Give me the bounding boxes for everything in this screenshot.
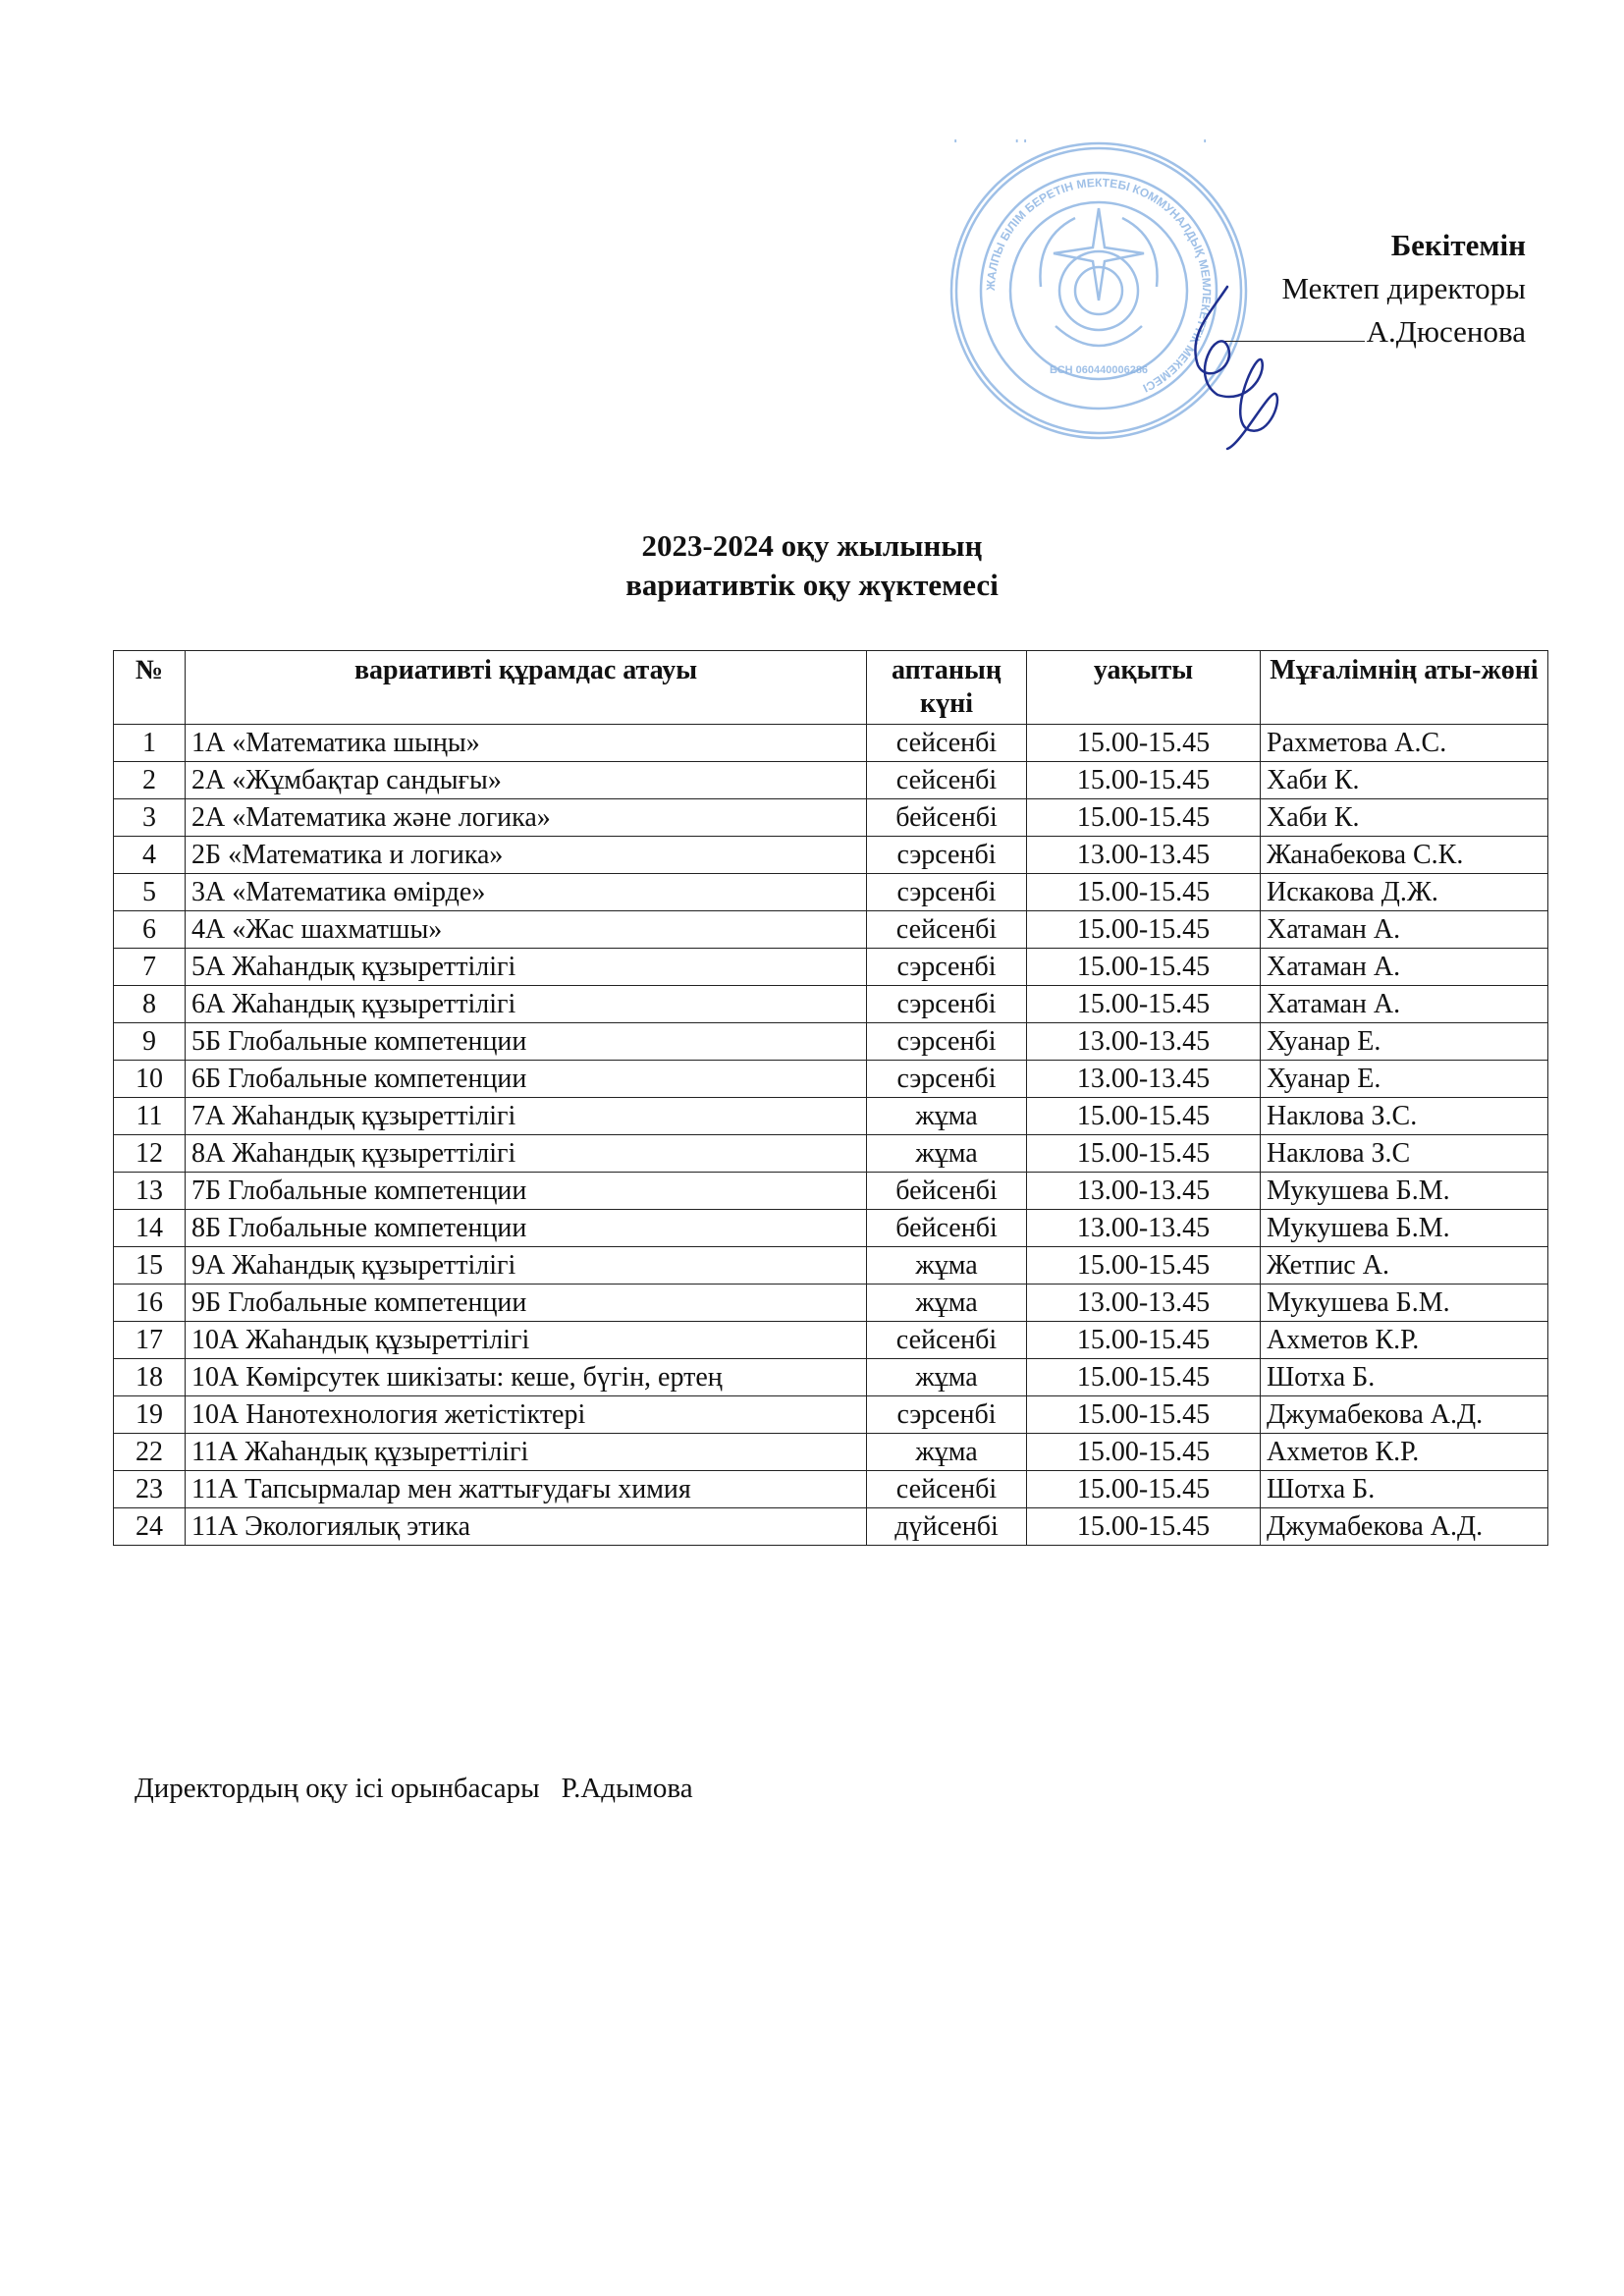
table-row	[114, 725, 1548, 762]
row-num-cell: 16	[114, 1285, 186, 1322]
row-num-cell: 2	[114, 762, 186, 799]
row-day-cell: жұма	[867, 1359, 1027, 1396]
row-name-cell: 10А Нанотехнология жетістіктері	[186, 1396, 867, 1434]
director-signature	[1168, 257, 1316, 454]
row-teacher-cell: Хатаман А.	[1261, 986, 1548, 1023]
row-time-cell: 15.00-15.45	[1027, 1135, 1261, 1173]
row-name-cell: 2А «Жұмбақтар сандығы»	[186, 762, 867, 799]
table-row	[114, 1247, 1548, 1285]
table-row	[114, 1396, 1548, 1434]
row-teacher-cell: Шотха Б.	[1261, 1471, 1548, 1508]
row-time-cell: 15.00-15.45	[1027, 725, 1261, 762]
table-row	[114, 911, 1548, 949]
row-name-cell: 2А «Математика және логика»	[186, 799, 867, 837]
row-teacher-cell: Ахметов К.Р.	[1261, 1434, 1548, 1471]
row-teacher-cell: Хатаман А.	[1261, 949, 1548, 986]
row-num-cell: 13	[114, 1173, 186, 1210]
row-time-cell: 15.00-15.45	[1027, 1471, 1261, 1508]
row-name-cell: 7А Жаһандық құзыреттілігі	[186, 1098, 867, 1135]
row-time-cell: 15.00-15.45	[1027, 1359, 1261, 1396]
row-num-cell: 15	[114, 1247, 186, 1285]
row-day-cell: жұма	[867, 1434, 1027, 1471]
row-day-cell: жұма	[867, 1135, 1027, 1173]
row-num-cell: 23	[114, 1471, 186, 1508]
row-day-cell: сейсенбі	[867, 1322, 1027, 1359]
row-teacher-cell: Мукушева Б.М.	[1261, 1210, 1548, 1247]
row-num-cell: 1	[114, 725, 186, 762]
row-name-cell: 6А Жаһандық құзыреттілігі	[186, 986, 867, 1023]
seal-outer-text	[947, 139, 1250, 143]
row-name-cell: 1А «Математика шыңы»	[186, 725, 867, 762]
row-name-cell: 9Б Глобальные компетенции	[186, 1285, 867, 1322]
row-day-cell: сэрсенбі	[867, 874, 1027, 911]
row-name-cell: 4А «Жас шахматшы»	[186, 911, 867, 949]
row-day-cell: сэрсенбі	[867, 837, 1027, 874]
row-teacher-cell: Мукушева Б.М.	[1261, 1285, 1548, 1322]
header-day: аптаның күні	[867, 651, 1027, 725]
table-row	[114, 1285, 1548, 1322]
row-day-cell: жұма	[867, 1285, 1027, 1322]
row-num-cell: 7	[114, 949, 186, 986]
row-num-cell: 8	[114, 986, 186, 1023]
table-row	[114, 762, 1548, 799]
row-teacher-cell: Наклова З.С	[1261, 1135, 1548, 1173]
header-teacher: Мұғалімнің аты-жөні	[1261, 651, 1548, 725]
row-name-cell: 2Б «Математика и логика»	[186, 837, 867, 874]
approval-position: Мектеп директоры	[1281, 271, 1526, 305]
header-num: №	[114, 651, 186, 725]
row-num-cell: 14	[114, 1210, 186, 1247]
table-row	[114, 1508, 1548, 1546]
title-line-2: вариативтік оқу жүктемесі	[625, 568, 999, 602]
deputy-position: Директордың оқу ісі орынбасары	[135, 1773, 540, 1804]
row-num-cell: 19	[114, 1396, 186, 1434]
row-name-cell: 11А Тапсырмалар мен жаттығудағы химия	[186, 1471, 867, 1508]
row-time-cell: 13.00-13.45	[1027, 1285, 1261, 1322]
table-row	[114, 1210, 1548, 1247]
row-day-cell: бейсенбі	[867, 1173, 1027, 1210]
row-time-cell: 13.00-13.45	[1027, 837, 1261, 874]
header-name: вариативті құрамдас атауы	[186, 651, 867, 725]
row-teacher-cell: Рахметова А.С.	[1261, 725, 1548, 762]
row-day-cell: сэрсенбі	[867, 949, 1027, 986]
row-day-cell: бейсенбі	[867, 1210, 1027, 1247]
row-num-cell: 22	[114, 1434, 186, 1471]
row-day-cell: сэрсенбі	[867, 1061, 1027, 1098]
row-num-cell: 12	[114, 1135, 186, 1173]
table-body	[114, 725, 1548, 1546]
row-name-cell: 9А Жаһандық құзыреттілігі	[186, 1247, 867, 1285]
row-day-cell: сейсенбі	[867, 725, 1027, 762]
table-row	[114, 874, 1548, 911]
row-name-cell: 5А Жаһандық құзыреттілігі	[186, 949, 867, 986]
header-time: уақыты	[1027, 651, 1261, 725]
row-time-cell: 15.00-15.45	[1027, 762, 1261, 799]
table-row	[114, 949, 1548, 986]
row-teacher-cell: Шотха Б.	[1261, 1359, 1548, 1396]
row-num-cell: 17	[114, 1322, 186, 1359]
row-day-cell: сейсенбі	[867, 911, 1027, 949]
seal-inner-textpath: ЖАЛПЫ БІЛІМ БЕРЕТІН МЕКТЕБІ КОММУНАЛДЫҚ МЕМЛЕКЕТТІК МЕКЕМЕСІ	[983, 175, 1215, 396]
row-time-cell: 13.00-13.45	[1027, 1061, 1261, 1098]
row-num-cell: 10	[114, 1061, 186, 1098]
row-time-cell: 15.00-15.45	[1027, 1247, 1261, 1285]
row-day-cell: сейсенбі	[867, 1471, 1027, 1508]
row-num-cell: 11	[114, 1098, 186, 1135]
row-time-cell: 15.00-15.45	[1027, 1508, 1261, 1546]
table-row	[114, 1173, 1548, 1210]
table-row	[114, 837, 1548, 874]
table-row	[114, 799, 1548, 837]
row-name-cell: 11А Экологиялық этика	[186, 1508, 867, 1546]
row-teacher-cell: Искакова Д.Ж.	[1261, 874, 1548, 911]
row-time-cell: 15.00-15.45	[1027, 874, 1261, 911]
row-time-cell: 13.00-13.45	[1027, 1210, 1261, 1247]
footer-signature	[135, 1773, 693, 1805]
row-time-cell: 15.00-15.45	[1027, 799, 1261, 837]
row-day-cell: бейсенбі	[867, 799, 1027, 837]
row-name-cell: 10А Жаһандық құзыреттілігі	[186, 1322, 867, 1359]
row-time-cell: 13.00-13.45	[1027, 1023, 1261, 1061]
row-teacher-cell: Джумабекова А.Д.	[1261, 1396, 1548, 1434]
row-name-cell: 3А «Математика өмірде»	[186, 874, 867, 911]
row-day-cell: дүйсенбі	[867, 1508, 1027, 1546]
row-num-cell: 3	[114, 799, 186, 837]
table-header-row	[114, 651, 1548, 725]
row-time-cell: 15.00-15.45	[1027, 911, 1261, 949]
row-teacher-cell: Наклова З.С.	[1261, 1098, 1548, 1135]
row-day-cell: сейсенбі	[867, 762, 1027, 799]
row-name-cell: 8Б Глобальные компетенции	[186, 1210, 867, 1247]
table-row	[114, 1322, 1548, 1359]
table-row	[114, 1359, 1548, 1396]
row-teacher-cell: Хуанар Е.	[1261, 1023, 1548, 1061]
row-time-cell: 15.00-15.45	[1027, 949, 1261, 986]
row-time-cell: 15.00-15.45	[1027, 986, 1261, 1023]
row-teacher-cell: Жанабекова С.К.	[1261, 837, 1548, 874]
seal-bin-text: БСН 060440006286	[1049, 364, 1149, 376]
table-row	[114, 1434, 1548, 1471]
row-teacher-cell: Хатаман А.	[1261, 911, 1548, 949]
row-day-cell: сэрсенбі	[867, 986, 1027, 1023]
row-time-cell: 15.00-15.45	[1027, 1434, 1261, 1471]
row-time-cell: 15.00-15.45	[1027, 1396, 1261, 1434]
row-name-cell: 7Б Глобальные компетенции	[186, 1173, 867, 1210]
row-name-cell: 6Б Глобальные компетенции	[186, 1061, 867, 1098]
row-teacher-cell: Хуанар Е.	[1261, 1061, 1548, 1098]
row-time-cell: 15.00-15.45	[1027, 1098, 1261, 1135]
table-row	[114, 986, 1548, 1023]
table-row	[114, 1061, 1548, 1098]
row-teacher-cell: Джумабекова А.Д.	[1261, 1508, 1548, 1546]
table-row	[114, 1098, 1548, 1135]
table-row	[114, 1471, 1548, 1508]
row-num-cell: 6	[114, 911, 186, 949]
row-num-cell: 18	[114, 1359, 186, 1396]
row-time-cell: 15.00-15.45	[1027, 1322, 1261, 1359]
row-name-cell: 8А Жаһандық құзыреттілігі	[186, 1135, 867, 1173]
row-teacher-cell: Ахметов К.Р.	[1261, 1322, 1548, 1359]
row-num-cell: 24	[114, 1508, 186, 1546]
row-num-cell: 5	[114, 874, 186, 911]
director-name: А.Дюсенова	[1366, 314, 1526, 349]
row-day-cell: жұма	[867, 1247, 1027, 1285]
table-row	[114, 1023, 1548, 1061]
row-teacher-cell: Хаби К.	[1261, 762, 1548, 799]
row-day-cell: сэрсенбі	[867, 1023, 1027, 1061]
row-num-cell: 4	[114, 837, 186, 874]
row-name-cell: 5Б Глобальные компетенции	[186, 1023, 867, 1061]
table-row	[114, 1135, 1548, 1173]
deputy-name: Р.Адымова	[561, 1773, 693, 1804]
row-teacher-cell: Мукушева Б.М.	[1261, 1173, 1548, 1210]
document-title	[0, 526, 1624, 605]
row-num-cell: 9	[114, 1023, 186, 1061]
row-teacher-cell: Жетпис А.	[1261, 1247, 1548, 1285]
row-time-cell: 13.00-13.45	[1027, 1173, 1261, 1210]
title-line-1: 2023-2024 оқу жылының	[641, 528, 983, 563]
row-teacher-cell: Хаби К.	[1261, 799, 1548, 837]
row-day-cell: сэрсенбі	[867, 1396, 1027, 1434]
row-name-cell: 11А Жаһандық құзыреттілігі	[186, 1434, 867, 1471]
row-day-cell: жұма	[867, 1098, 1027, 1135]
row-name-cell: 10А Көмірсутек шикізаты: кеше, бүгін, ертең	[186, 1359, 867, 1396]
approval-title: Бекітемін	[1390, 228, 1526, 262]
schedule-table	[113, 650, 1548, 1546]
